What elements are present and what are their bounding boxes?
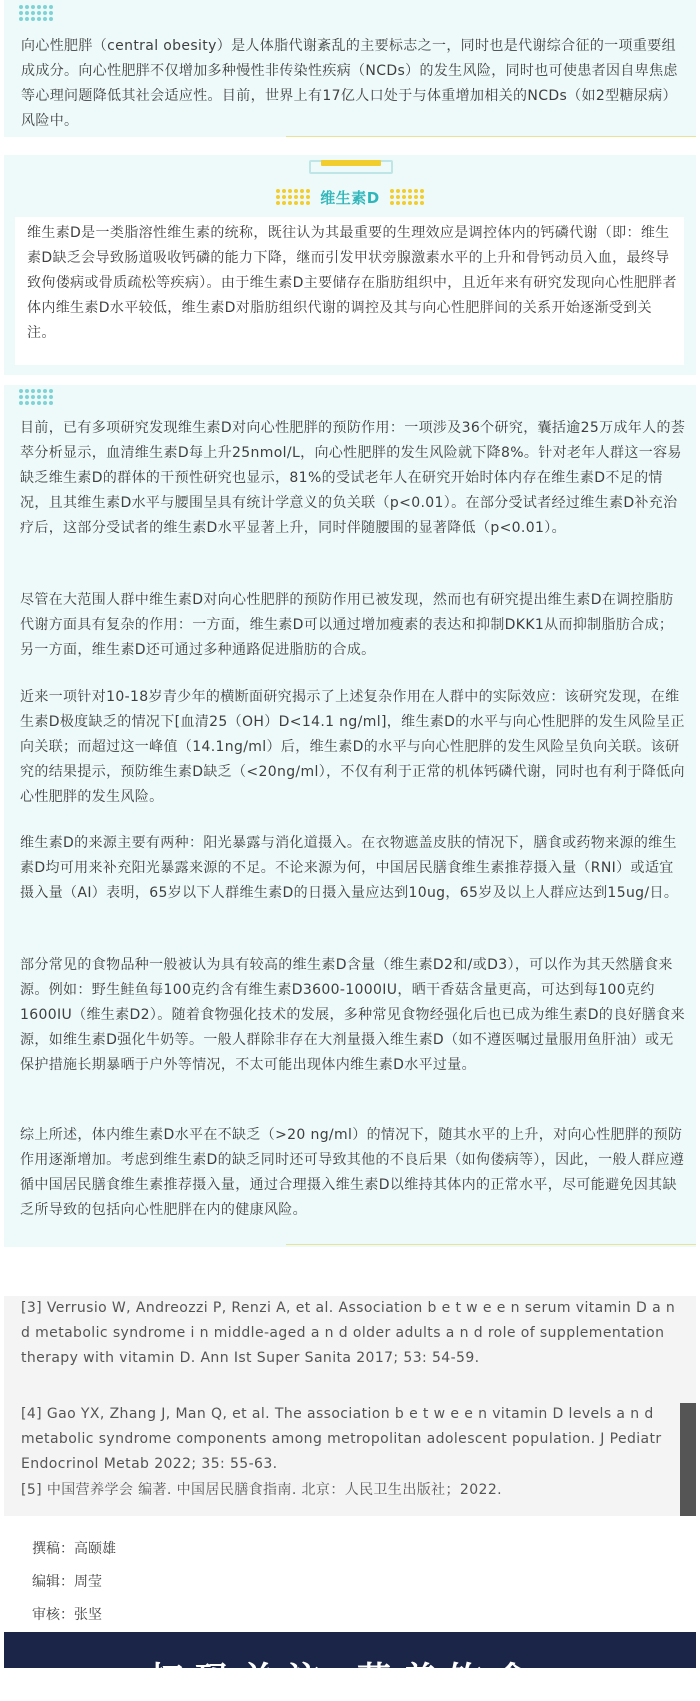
body-paragraph: 部分常见的食物品种一般被认为具有较高的维生素D含量（维生素D2和/或D3），可以作为其天然膳食来源。例如：野生鲑鱼每100克约含有维生素D3600-1000IU，晒干香菇含量更高，可达到每100克约1600IU（维生素D2）。随着食物强化技术的发展，多种常见食物经强化后也已成为维生素D的良好膳食来源，如维生素D强化牛奶等。一般人群除非存在大剂量摄入维生素D（如不遵医嘱过量服用鱼肝油）或无保护措施长期暴晒于户外等情况，不太可能出现体内维生素D水平过量。: [20, 957, 685, 1073]
intro-paragraph: 向心性肥胖（central obesity）是人体脂代谢紊乱的主要标志之一，同时也是代谢综合征的一项重要组成成分。向心性肥胖不仅增加多种慢性非传染性疾病（NCDs）的发生风险，同时也可使患者因自卑焦虑等心理问题降低其社会适应性。目前，世界上有17亿人口处于与体重增加相关的NCDs（如2型糖尿病）风险中。: [21, 38, 678, 129]
vitamin-d-text-box: [15, 217, 684, 365]
divider-line: [286, 136, 696, 137]
vitamin-d-paragraph: 维生素D是一类脂溶性维生素的统称，既往认为其最重要的生理效应是调控体内的钙磷代谢（即：维生素D缺乏会导致肠道吸收钙磷的能力下降，继而引发甲状旁腺激素水平的上升和骨钙动员入血，最终导致佝偻病或骨质疏松等疾病）。由于维生素D主要储存在脂肪组织中，且近年来有研究发现向心性肥胖者体内维生素D水平较低，维生素D对脂肪组织代谢的调控及其与向心性肥胖间的关系开始逐渐受到关注。: [27, 225, 677, 341]
footer-text: 扫码关注 营养饮食: [149, 1660, 541, 1700]
reference-item: [4] Gao YX, Zhang J, Man Q, et al. The association b e t w e e n vitamin D levels a n d metabolic syndrome components among metropolitan adolescent population. J Pediatr Endocrinol Metab 2022; 35: 55-63.: [21, 1406, 662, 1472]
body-paragraph: 维生素D的来源主要有两种：阳光暴露与消化道摄入。在衣物遮盖皮肤的情况下，膳食或药物来源的维生素D均可用来补充阳光暴露来源的不足。不论来源为何，中国居民膳食维生素推荐摄入量（RNI）或适宜摄入量（AI）表明，65岁以下人群维生素D的日摄入量应达到10ug，65岁及以上人群应达到15ug/日。: [20, 835, 679, 901]
body-section: [4, 385, 696, 1247]
dots-decoration: [19, 389, 53, 405]
reference-item: [5] 中国营养学会 编著. 中国居民膳食指南. 北京：人民卫生出版社；2022.: [21, 1482, 503, 1498]
section-title-row: [4, 185, 696, 209]
body-paragraph: 目前，已有多项研究发现维生素D对向心性肥胖的预防作用：一项涉及36个研究，囊括逾25万成年人的荟萃分析显示，血清维生素D每上升25nmol/L，向心性肥胖的发生风险就下降8%。针对老年人群这一容易缺乏维生素D的群体的干预性研究也显示，81%的受试老年人在研究开始时体内存在维生素D不足的情况，且其维生素D水平与腰围呈具有统计学意义的负关联（p<0.01）。在部分受试者经过维生素D补充治疗后，这部分受试者的维生素D水平显著上升，同时伴随腰围的显著降低（p<0.01）。: [20, 420, 686, 536]
section-title: 维生素D: [320, 188, 380, 207]
intro-section: [4, 0, 696, 137]
tab-decoration-fill: [321, 160, 381, 166]
divider-line: [286, 1244, 696, 1245]
body-paragraph: 近来一项针对10-18岁青少年的横断面研究揭示了上述复杂作用在人群中的实际效应：该研究发现，在维生素D极度缺乏的情况下[血清25（OH）D<14.1 ng/ml]，维生素D的水平与向心性肥胖的发生风险呈正向关联；而超过这一峰值（14.1ng/ml）后，维生素D的水平与向心性肥胖的发生风险呈负向关联。该研究的结果提示，预防维生素D缺乏（<20ng/ml），不仅有利于正常的机体钙磷代谢，同时也有利于降低向心性肥胖的发生风险。: [20, 689, 685, 805]
dots-decoration-left: [276, 189, 310, 205]
credit-reviewer: 审核：张坚: [32, 1607, 102, 1623]
reference-item: [3] Verrusio W, Andreozzi P, Renzi A, et al. Association b e t w e e n serum vitamin D a n d metabolic syndrome i n middle-aged a n d older adults a n d role of supplementation therapy with vitamin D. Ann Ist Super Sanita 2017; 53: 54-59.: [21, 1300, 676, 1366]
footer-banner: [4, 1632, 696, 1700]
body-paragraph: 综上所述，体内维生素D水平在不缺乏（>20 ng/ml）的情况下，随其水平的上升，对向心性肥胖的预防作用逐渐增加。考虑到维生素D的缺乏同时还可导致其他的不良后果（如佝偻病等），因此，一般人群应遵循中国居民膳食维生素推荐摄入量，通过合理摄入维生素D以维持其体内的正常水平，尽可能避免因其缺乏所导致的包括向心性肥胖在内的健康风险。: [20, 1127, 685, 1218]
credit-author: 撰稿：高颐雄: [32, 1541, 116, 1557]
vitamin-d-section: [4, 155, 696, 375]
references-section: [4, 1296, 696, 1516]
dots-decoration-right: [390, 189, 424, 205]
credit-editor: 编辑：周莹: [32, 1574, 102, 1590]
body-paragraph: 尽管在大范围人群中维生素D对向心性肥胖的预防作用已被发现，然而也有研究提出维生素D在调控脂肪代谢方面具有复杂的作用：一方面，维生素D可以通过增加瘦素的表达和抑制DKK1从而抑制脂肪合成；另一方面，维生素D还可通过多种通路促进脂肪的合成。: [20, 592, 674, 658]
dots-decoration: [19, 5, 53, 21]
scrollbar-thumb[interactable]: [680, 1403, 696, 1516]
